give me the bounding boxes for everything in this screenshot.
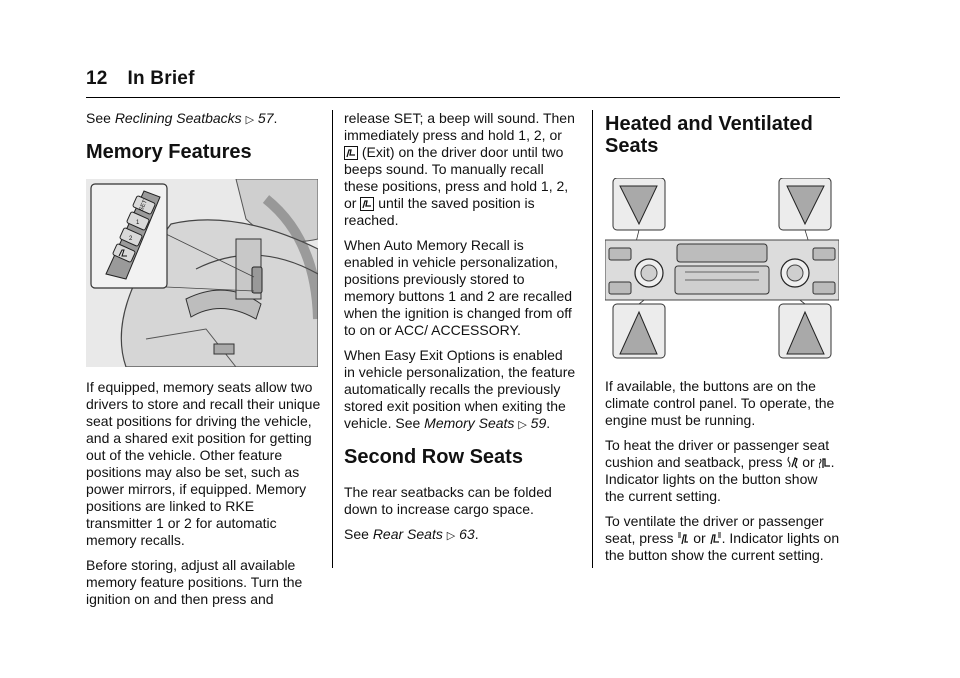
second-row-para: The rear seatbacks can be folded down to increase cargo space. [344, 484, 552, 517]
memory-seat-figure [86, 179, 318, 367]
see-reclining-ref: See Reclining Seatbacks ▷ 57. [86, 110, 278, 126]
heated-ventilated-heading: Heated and Ventilated Seats [605, 113, 813, 157]
exit-seat-icon [360, 197, 374, 211]
memory-features-heading: Memory Features [86, 141, 252, 163]
set-button-label: SET [138, 199, 149, 213]
rear-seats-page[interactable]: 63 [459, 526, 475, 542]
memory-para-1: If equipped, memory seats allow two drivers to store and recall their unique seat positions for driving the vehicle, and a shared exit position for getting out of the vehicle. Other feature positions may also be set, such as power mirrors, if equipped. Memory positions are linked to RKE transmitter 1 or 2 for automatic memory recalls. [86, 379, 321, 548]
column-3 [605, 110, 840, 572]
heated-seat-icon [786, 456, 798, 470]
column-divider-1 [332, 110, 333, 568]
see-rear-seats-ref: See Rear Seats ▷ 63. [344, 526, 479, 542]
header-rule [86, 97, 840, 98]
reclining-page[interactable]: 57 [257, 110, 274, 126]
memory-seats-link[interactable]: Memory Seats [424, 415, 515, 431]
column-2 [344, 110, 576, 553]
column-1 [86, 110, 321, 616]
page-ref-arrow-icon: ▷ [245, 114, 255, 126]
ventilated-seat-icon [677, 532, 689, 546]
heated-para-1: If available, the buttons are on the climate control panel. To operate, the engine must be running. [605, 378, 835, 428]
ventilated-seat-icon [710, 532, 722, 546]
memory-para-5: When Easy Exit Options is enabled in vehicle personalization, the feature automatically recalls the previously stored exit position when exiting the vehicle. See Memory Seats ▷ 59. [344, 347, 576, 431]
memory-1-label: 1 [136, 220, 140, 226]
heated-para-2: To heat the driver or passenger seat cushion and seatback, press or . Indicator lights on the button show the current setting. [605, 437, 835, 504]
exit-seat-icon [344, 146, 358, 160]
heated-seat-icon [819, 456, 831, 470]
memory-para-2: Before storing, adjust all available memory feature positions. Turn the ignition on and then press and [86, 557, 303, 607]
page-number: 12 [86, 68, 108, 89]
page-ref-arrow-icon: ▷ [446, 530, 456, 542]
ventilated-para: To ventilate the driver or passenger seat, press or . Indicator lights on the button show the current setting. [605, 513, 840, 563]
memory-2-label: 2 [129, 236, 133, 242]
rear-seats-link[interactable]: Rear Seats [372, 526, 443, 542]
page-ref-arrow-icon: ▷ [518, 419, 527, 431]
memory-para-4: When Auto Memory Recall is enabled in vehicle personalization, positions previously stored to memory buttons 1 and 2 are recalled when the ignition is changed from off to on or ACC/ ACCESSORY. [344, 237, 573, 338]
page-header [86, 68, 195, 90]
column-divider-2 [592, 110, 593, 568]
reclining-seatbacks-link[interactable]: Reclining Seatbacks [114, 110, 242, 126]
memory-seats-page[interactable]: 59 [530, 415, 547, 431]
section-title: In Brief [127, 68, 195, 89]
second-row-heading: Second Row Seats [344, 446, 523, 468]
memory-para-3: release SET; a beep will sound. Then immediately press and hold 1, 2, or (Exit) on the driver door until two beeps sound. To manually recall these positions, press and hold 1, 2, or until the saved position is reached. [344, 110, 575, 228]
climate-panel-figure [605, 178, 839, 366]
